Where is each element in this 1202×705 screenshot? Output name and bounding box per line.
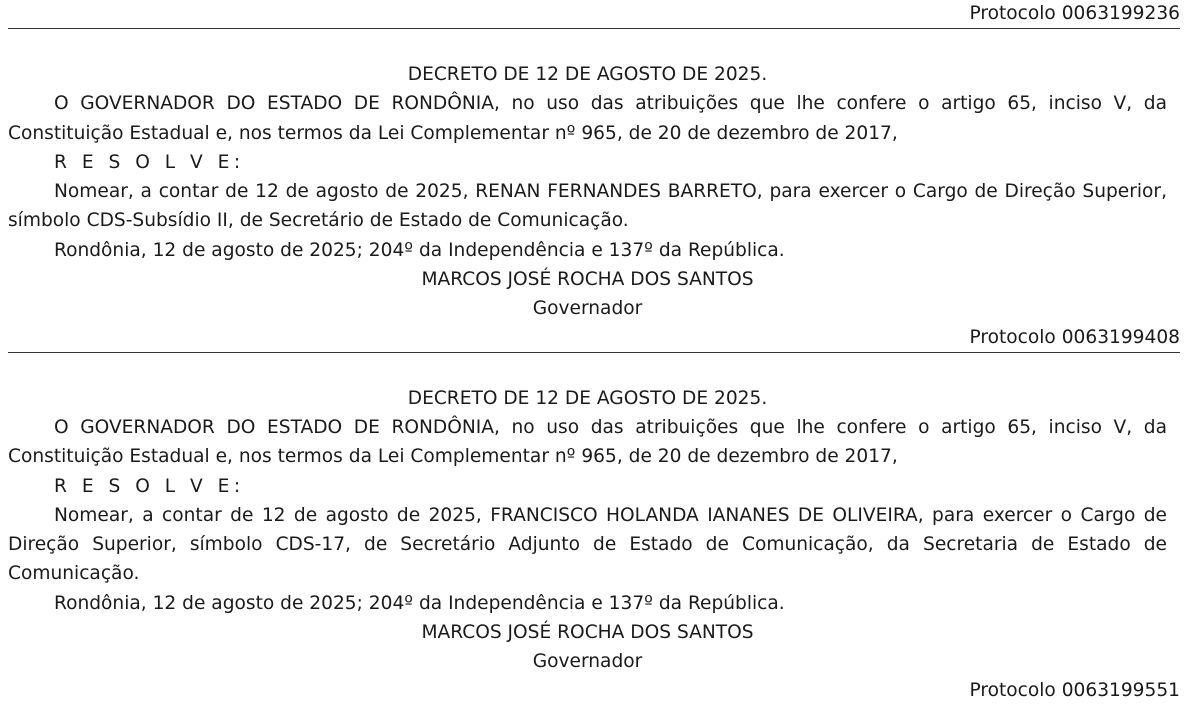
decree-body: Nomear, a contar de 12 de agosto de 2025, RENAN FERNANDES BARRETO, para exercer o Cargo de Direção Superior, símbolo CDS-Subsídio II, de Secretário de Estado de Comunicação. [8, 181, 1167, 232]
decree-block [8, 29, 1167, 324]
decree-title: DECRETO DE 12 DE AGOSTO DE 2025. [407, 387, 768, 409]
decree-preamble: O GOVERNADOR DO ESTADO DE RONDÔNIA, no uso das atribuições que lhe confere o artigo 65, inciso V, da Constituição Estadual e, nos termos da Lei Complementar nº 965, de 20 de dezembro de 2017, [8, 416, 1167, 468]
decree-body: Nomear, a contar de 12 de agosto de 2025, FRANCISCO HOLANDA IANANES DE OLIVEIRA, para exercer o Cargo de Direção Superior, símbolo CDS-17, de Secretário Adjunto de Estado de Comunicação, da Secretaria de Estado de Comunicação. [8, 504, 1167, 585]
protocol-number: Protocolo 0063199236 [969, 3, 1180, 24]
decree-signer: MARCOS JOSÉ ROCHA DOS SANTOS [421, 269, 754, 291]
document-page [8, 0, 1180, 705]
decree-title: DECRETO DE 12 DE AGOSTO DE 2025. [407, 64, 768, 85]
decree-date-line: Rondônia, 12 de agosto de 2025; 204º da Independência e 137º da República. [54, 239, 785, 261]
decree-date-line: Rondônia, 12 de agosto de 2025; 204º da Independência e 137º da República. [54, 592, 785, 614]
decree-signer: MARCOS JOSÉ ROCHA DOS SANTOS [421, 622, 754, 644]
decree-signer-role: Governador [532, 651, 643, 673]
decree-block [8, 353, 1167, 677]
protocol-number: Protocolo 0063199551 [969, 679, 1180, 701]
protocol-number: Protocolo 0063199408 [969, 326, 1180, 348]
decree-resolve: R E S O L V E: [54, 151, 245, 173]
decree-resolve: R E S O L V E: [54, 475, 245, 497]
decree-signer-role: Governador [532, 298, 643, 320]
decree-preamble: O GOVERNADOR DO ESTADO DE RONDÔNIA, no uso das atribuições que lhe confere o artigo 65, inciso V, da Constituição Estadual e, nos termos da Lei Complementar nº 965, de 20 de dezembro de 2017, [8, 93, 1167, 144]
